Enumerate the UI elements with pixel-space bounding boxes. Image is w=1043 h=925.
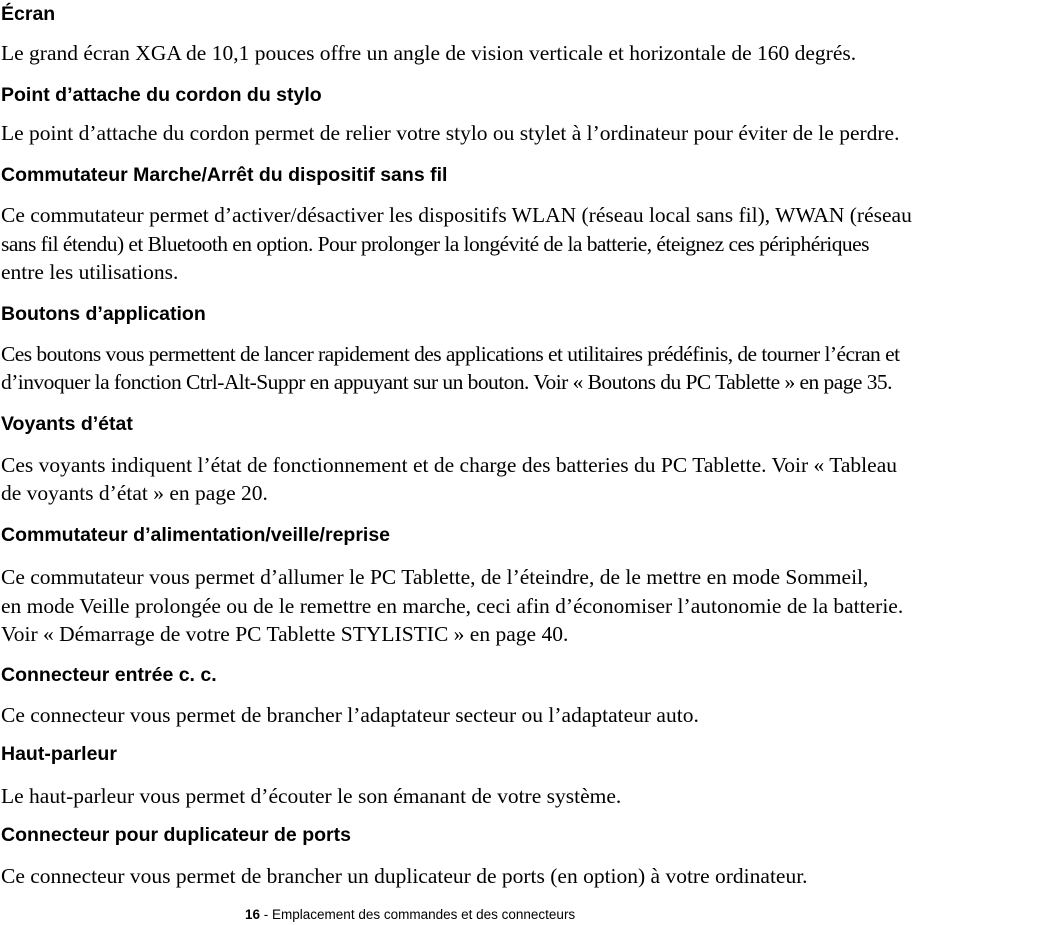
section-body-line: Le haut-parleur vous permet d’écouter le son émanant de votre système. [1,784,622,808]
section-heading-boutons-application: Boutons d’application [1,303,206,325]
section-heading-point-attache: Point d’attache du cordon du stylo [1,84,322,106]
section-heading-duplicateur-ports: Connecteur pour duplicateur de ports [1,824,351,846]
section-body-line: sans fil étendu) et Bluetooth en option. Pour prolonger la longévité de la batterie, éteignez ces périphériques [1,232,869,256]
section-heading-commutateur-sans-fil: Commutateur Marche/Arrêt du dispositif sans fil [1,164,448,186]
section-body-line: Ces boutons vous permettent de lancer rapidement des applications et utilitaires prédéfinis, de tourner l’écran et [1,342,900,366]
section-body-line: d’invoquer la fonction Ctrl-Alt-Suppr en appuyant sur un bouton. Voir « Boutons du PC Tablette » en page 35. [1,370,892,394]
section-heading-connecteur-entree: Connecteur entrée c. c. [1,664,217,686]
section-heading-voyants-etat: Voyants d’état [1,413,133,435]
section-body-line: Le point d’attache du cordon permet de relier votre stylo ou stylet à l’ordinateur pour éviter de le perdre. [1,121,900,145]
page-footer [245,907,575,923]
section-body-line: Voir « Démarrage de votre PC Tablette STYLISTIC » en page 40. [1,622,569,646]
page-number: 16 [245,907,261,922]
section-heading-commutateur-alimentation: Commutateur d’alimentation/veille/reprise [1,524,391,546]
section-body-line: Ces voyants indiquent l’état de fonctionnement et de charge des batteries du PC Tablette. Voir « Tableau [1,453,897,477]
section-heading-haut-parleur: Haut-parleur [1,743,117,765]
footer-title: - Emplacement des commandes et des connecteurs [260,907,576,922]
section-body-line: entre les utilisations. [1,260,179,284]
section-body-line: Ce commutateur vous permet d’allumer le PC Tablette, de l’éteindre, de le mettre en mode Sommeil, [1,565,869,589]
section-body-line: Le grand écran XGA de 10,1 pouces offre un angle de vision verticale et horizontale de 160 degrés. [1,41,857,65]
section-body-line: en mode Veille prolongée ou de le remettre en marche, ceci afin d’économiser l’autonomie de la batterie. [1,594,904,618]
section-body-line: Ce connecteur vous permet de brancher l’adaptateur secteur ou l’adaptateur auto. [1,703,699,727]
section-heading-ecran: Écran [1,3,56,25]
section-body-line: Ce connecteur vous permet de brancher un duplicateur de ports (en option) à votre ordinateur. [1,864,808,888]
section-body-line: Ce commutateur permet d’activer/désactiver les dispositifs WLAN (réseau local sans fil), WWAN (réseau [1,203,912,227]
section-body-line: de voyants d’état » en page 20. [1,481,268,505]
